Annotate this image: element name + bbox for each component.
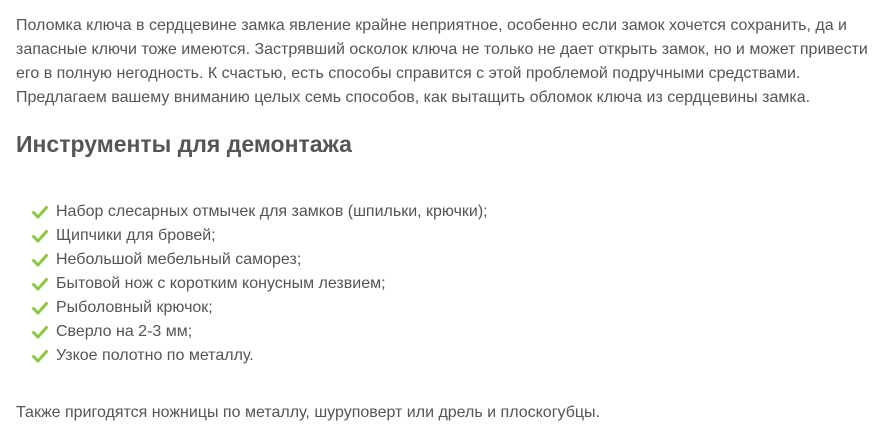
closing-paragraph: Также пригодятся ножницы по металлу, шуруповерт или дрель и плоскогубцы.: [16, 404, 600, 421]
check-icon: [32, 204, 48, 220]
check-icon: [32, 324, 48, 340]
list-item: [32, 272, 488, 296]
intro-paragraph: Поломка ключа в сердцевине замка явление крайне неприятное, особенно если замок хочется сохранить, да и запасные ключи тоже имеются. Застрявший осколок ключа не только не дает открыть замок, но и может привести его в полную негодность. К счастью, есть способы справится с этой проблемой подручными средствами. Предлагаем вашему вниманию целых семь способов, как вытащить обломок ключа из сердцевины замка.: [16, 17, 868, 106]
list-item: [32, 200, 488, 224]
list-item: [32, 320, 488, 344]
list-item-text: Набор слесарных отмычек для замков (шпильки, крючки);: [56, 203, 488, 220]
check-icon: [32, 252, 48, 268]
list-item-text: Узкое полотно по металлу.: [56, 347, 254, 364]
section-heading: Инструменты для демонтажа: [16, 131, 352, 157]
list-item: [32, 296, 488, 320]
check-icon: [32, 348, 48, 364]
list-item: [32, 224, 488, 248]
check-icon: [32, 276, 48, 292]
tools-list: [32, 200, 488, 368]
list-item-text: Сверло на 2-3 мм;: [56, 323, 193, 340]
list-item: [32, 344, 488, 368]
list-item-text: Бытовой нож с коротким конусным лезвием;: [56, 275, 386, 292]
list-item-text: Щипчики для бровей;: [56, 227, 216, 244]
check-icon: [32, 300, 48, 316]
list-item-text: Небольшой мебельный саморез;: [56, 251, 302, 268]
check-icon: [32, 228, 48, 244]
list-item-text: Рыболовный крючок;: [56, 299, 213, 316]
list-item: [32, 248, 488, 272]
